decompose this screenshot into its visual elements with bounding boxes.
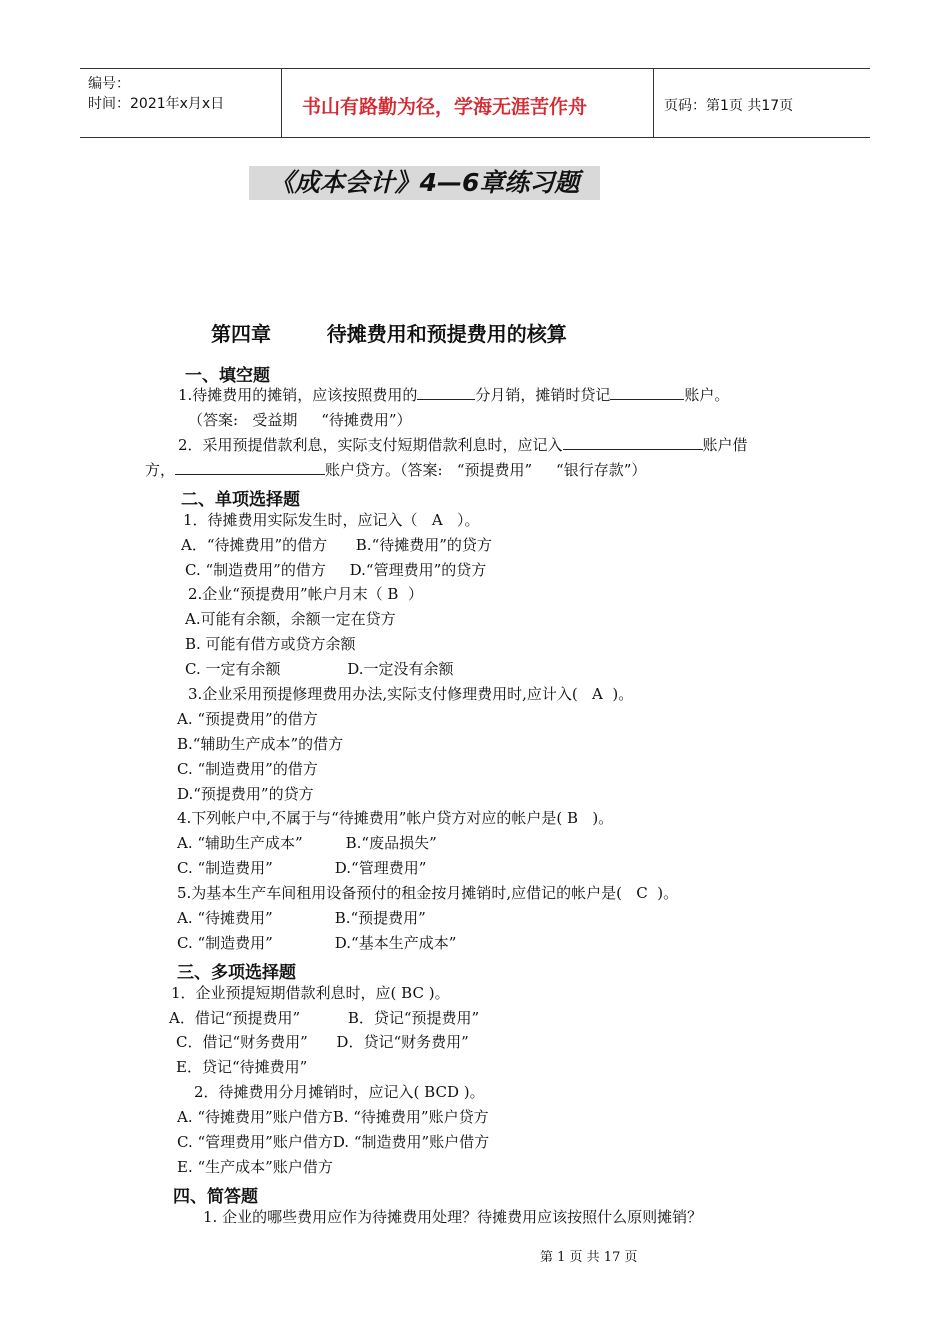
- section-heading-multi: 三、多项选择题: [177, 963, 296, 983]
- single-q4-options-cd: C. “制造费用” D.“管理费用”: [177, 859, 427, 877]
- document-title: 《成本会计》4—6章练习题: [249, 166, 600, 200]
- single-q1-options-ab: A．“待摊费用”的借方 B.“待摊费用”的贷方: [181, 536, 492, 554]
- section-heading-short: 四、简答题: [173, 1187, 258, 1207]
- fill-answer-1: （答案: 受益期 “待摊费用”）: [188, 411, 412, 429]
- single-question-1: 1．待摊费用实际发生时，应记入（ A ）。: [183, 511, 480, 529]
- motto: 书山有路勤为径，学海无涯苦作舟: [302, 96, 588, 118]
- single-question-5: 5.为基本生产车间租用设备预付的租金按月摊销时,应借记的帐户是( C )。: [177, 884, 679, 902]
- fill-question-1: 1.待摊费用的摊销，应该按照费用的 分月销，摊销时贷记 账户。: [178, 386, 730, 404]
- multi-q1-options-cd: C．借记“财务费用” D．贷记“财务费用”: [176, 1033, 469, 1051]
- section-heading-single: 二、单项选择题: [181, 490, 300, 510]
- multi-question-1: 1．企业预提短期借款利息时，应( BC )。: [171, 984, 450, 1002]
- single-q3-option-c: C. “制造费用”的借方: [177, 760, 318, 778]
- single-q3-option-b: B.“辅助生产成本”的借方: [177, 735, 344, 753]
- single-q4-options-ab: A. “辅助生产成本” B.“废品损失”: [177, 834, 437, 852]
- header-divider: [281, 69, 282, 137]
- fill-question-2: 2．采用预提借款利息，实际支付短期借款利息时，应记入 账户借: [178, 436, 748, 454]
- single-question-3: 3.企业采用预提修理费用办法,实际支付修理费用时,应计入( A )。: [188, 685, 634, 703]
- page-label: 页码：第1页 共17页: [664, 98, 794, 114]
- fill-question-2-cont: 方， 账户贷方。（答案: “预提费用” “银行存款”）: [145, 461, 647, 479]
- single-q5-options-ab: A. “待摊费用” B.“预提费用”: [177, 909, 426, 927]
- single-question-2: 2.企业“预提费用”帐户月末（ B ）: [188, 585, 423, 603]
- page-header: [80, 68, 870, 138]
- single-q2-options-cd: C. 一定有余额 D.一定没有余额: [185, 660, 454, 678]
- single-q3-option-d: D.“预提费用”的贷方: [177, 785, 314, 803]
- single-q3-option-a: A. “预提费用”的借方: [177, 710, 318, 728]
- section-heading-fill: 一、填空题: [185, 366, 270, 386]
- short-question-1: 1. 企业的哪些费用应作为待摊费用处理？待摊费用应该按照什么原则摊销？: [203, 1208, 703, 1226]
- header-divider: [653, 69, 654, 137]
- single-question-4: 4.下列帐户中,不属于与“待摊费用”帐户贷方对应的帐户是( B )。: [177, 809, 614, 827]
- multi-q1-option-e: E．贷记“待摊费用”: [176, 1058, 308, 1076]
- multi-q2-options-ab: A. “待摊费用”账户借方B. “待摊费用”账户贷方: [177, 1108, 489, 1126]
- multi-q1-options-ab: A．借记“预提费用” B．贷记“预提费用”: [169, 1009, 480, 1027]
- multi-q2-option-e: E. “生产成本”账户借方: [177, 1158, 333, 1176]
- multi-q2-options-cd: C. “管理费用”账户借方D. “制造费用”账户借方: [177, 1133, 490, 1151]
- single-q2-option-b: B. 可能有借方或贷方余额: [185, 635, 356, 653]
- single-q2-option-a: A.可能有余额，余额一定在贷方: [185, 610, 396, 628]
- chapter-heading: 第四章 待摊费用和预提费用的核算: [211, 322, 567, 346]
- single-q1-options-cd: C. “制造费用”的借方 D.“管理费用”的贷方: [185, 561, 487, 579]
- time-label: 时间：2021年x月x日: [88, 96, 225, 112]
- page-footer: 第 1 页 共 17 页: [540, 1250, 638, 1265]
- multi-question-2: 2．待摊费用分月摊销时，应记入( BCD )。: [194, 1083, 485, 1101]
- single-q5-options-cd: C. “制造费用” D.“基本生产成本”: [177, 934, 457, 952]
- number-label: 编号：: [88, 76, 130, 92]
